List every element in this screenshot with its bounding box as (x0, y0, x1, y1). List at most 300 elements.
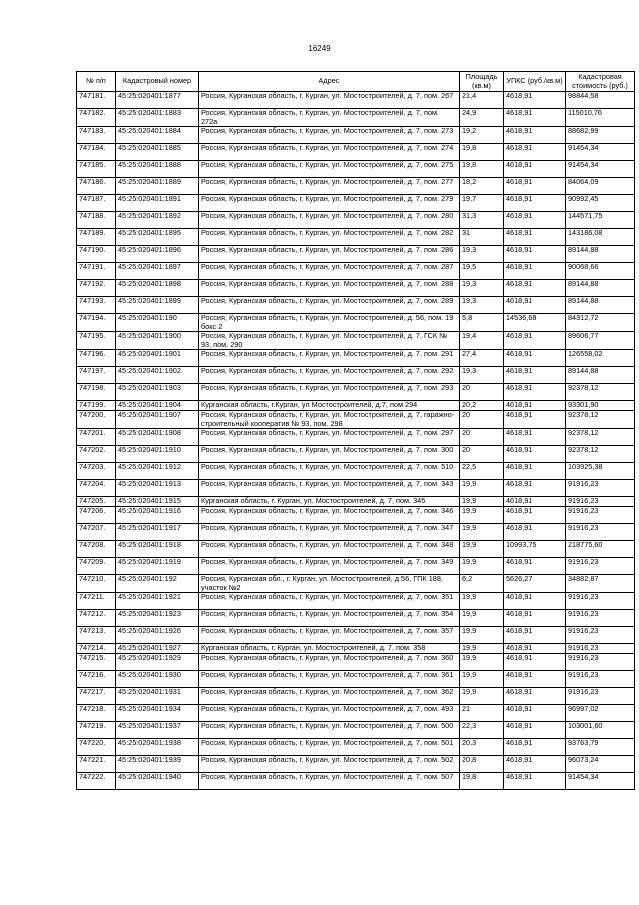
cell-area: 20 (460, 446, 504, 463)
cell-cadastral-cost: 91916,23 (566, 480, 635, 497)
table-row (77, 411, 635, 429)
cell-cadastral-number: 45:25:020401:1901 (116, 350, 199, 367)
table-row (77, 350, 635, 367)
cell-cadastral-cost: 92378,12 (566, 446, 635, 463)
cell-address: Россия, Курганская область, г. Курган, ул. Мостостроителей, д. 7, пом. 500 (199, 722, 460, 739)
cell-area: 19,9 (460, 644, 504, 654)
cell-area: 19,4 (460, 332, 504, 350)
cell-cadastral-cost: 89606,77 (566, 332, 635, 350)
table-row (77, 722, 635, 739)
cell-number: 747182. (77, 109, 116, 127)
cell-number: 747185. (77, 161, 116, 178)
cell-number: 747206. (77, 507, 116, 524)
cell-cadastral-number: 45:25:020401:1934 (116, 705, 199, 722)
cell-area: 19,3 (460, 297, 504, 314)
cell-upks: 4618,91 (504, 401, 566, 411)
table-row (77, 195, 635, 212)
cell-area: 21 (460, 705, 504, 722)
cell-number: 747191. (77, 263, 116, 280)
cell-area: 19,9 (460, 558, 504, 575)
cell-cadastral-cost: 91916,23 (566, 627, 635, 644)
cell-cadastral-number: 45:25:020401:1897 (116, 263, 199, 280)
cell-area: 19,3 (460, 367, 504, 384)
cell-area: 19,9 (460, 497, 504, 507)
cell-address: Россия, Курганская область, г. Курган, ул. Мостостроителей, д. 7, пом. 343 (199, 480, 460, 497)
cell-cadastral-cost: 91454,34 (566, 161, 635, 178)
cell-cadastral-cost: 143186,08 (566, 229, 635, 246)
cell-number: 747186. (77, 178, 116, 195)
header-cadastral-cost: Кадастровая стоимость (руб.) (566, 72, 635, 92)
cell-cadastral-cost: 91916,23 (566, 507, 635, 524)
cell-area: 31,3 (460, 212, 504, 229)
cell-cadastral-number: 45:25:020401:1904 (116, 401, 199, 411)
cell-address: Россия, Курганская область, г. Курган, ул. Мостостроителей, д. 7, пом. 360 (199, 654, 460, 671)
cell-upks: 4618,91 (504, 507, 566, 524)
cell-address: Россия, Курганская область, г. Курган, ул. Мостостроителей, д. 7, пом. 289 (199, 297, 460, 314)
cell-cadastral-number: 45:25:020401:1891 (116, 195, 199, 212)
header-address: Адрес (199, 72, 460, 92)
table-row (77, 644, 635, 654)
header-row (77, 72, 635, 92)
cell-cadastral-cost: 91916,23 (566, 654, 635, 671)
cell-address: Россия, Курганская область, г. Курган, ул. Мостостроителей, д. 7, пом. 493 (199, 705, 460, 722)
cell-address: Россия, Курганская область, г. Курган, ул. Мостостроителей, д. 7, пом. 279 (199, 195, 460, 212)
cell-cadastral-cost: 96997,02 (566, 705, 635, 722)
cell-area: 22,3 (460, 722, 504, 739)
cell-address: Россия, Курганская обл., г. Курган, ул. Мостостроителей, д.56, ГПК 188, участок №2 (199, 575, 460, 593)
cell-upks: 4618,91 (504, 429, 566, 446)
cell-number: 747197. (77, 367, 116, 384)
cell-area: 5,8 (460, 314, 504, 332)
cell-cadastral-number: 45:25:020401:1921 (116, 593, 199, 610)
cell-number: 747188. (77, 212, 116, 229)
cell-area: 20,8 (460, 756, 504, 773)
cell-number: 747216. (77, 671, 116, 688)
cell-number: 747205. (77, 497, 116, 507)
cell-cadastral-cost: 90068,66 (566, 263, 635, 280)
cell-area: 19,9 (460, 671, 504, 688)
cell-number: 747215. (77, 654, 116, 671)
cell-address: Россия, Курганская область, г. Курган, ул. Мостостроителей, д. 7, пом. 347 (199, 524, 460, 541)
cell-number: 747195. (77, 332, 116, 350)
cell-area: 19,3 (460, 246, 504, 263)
cell-address: Россия, Курганская область, г. Курган, ул. Мостостроителей, д. 7, пом. 291 (199, 350, 460, 367)
cell-cadastral-number: 45:25:020401:1888 (116, 161, 199, 178)
cell-cadastral-number: 45:25:020401:1927 (116, 644, 199, 654)
cell-cadastral-number: 45:25:020401:1917 (116, 524, 199, 541)
cell-cadastral-number: 45:25:020401:1908 (116, 429, 199, 446)
cell-upks: 4618,91 (504, 610, 566, 627)
cell-number: 747218. (77, 705, 116, 722)
cell-address: Россия, Курганская область, г. Курган, ул. Мостостроителей, д. 7, пом. 293 (199, 384, 460, 401)
cell-area: 20 (460, 384, 504, 401)
table-row (77, 263, 635, 280)
cell-upks: 4618,91 (504, 671, 566, 688)
cell-upks: 4618,91 (504, 739, 566, 756)
cell-area: 19,8 (460, 161, 504, 178)
cell-area: 18,2 (460, 178, 504, 195)
cell-area: 27,4 (460, 350, 504, 367)
cell-number: 747208. (77, 541, 116, 558)
cell-address: Россия, Курганская область, г. Курган, ул. Мостостроителей, д. 7, пом. 280 (199, 212, 460, 229)
header-cadastral-number: Кадастровый номер (116, 72, 199, 92)
cell-upks: 4618,91 (504, 384, 566, 401)
cell-upks: 4618,91 (504, 773, 566, 790)
cell-upks: 4618,91 (504, 178, 566, 195)
cell-number: 747193. (77, 297, 116, 314)
cell-area: 19,7 (460, 195, 504, 212)
cell-upks: 4618,91 (504, 109, 566, 127)
cell-upks: 4618,91 (504, 195, 566, 212)
cell-cadastral-cost: 218775,60 (566, 541, 635, 558)
cell-number: 747210. (77, 575, 116, 593)
table-row (77, 480, 635, 497)
cell-address: Россия, Курганская область, г. Курган, ул. Мостостроителей, д. 7, пом. 357 (199, 627, 460, 644)
cell-cadastral-number: 45:25:020401:192 (116, 575, 199, 593)
cell-cadastral-number: 45:25:020401:1919 (116, 558, 199, 575)
table-row (77, 246, 635, 263)
cell-cadastral-cost: 93763,79 (566, 739, 635, 756)
cell-cadastral-cost: 103001,60 (566, 722, 635, 739)
cell-address: Россия, Курганская область, г. Курган, ул. Мостостроителей, д. 7, пом. 354 (199, 610, 460, 627)
table-row (77, 773, 635, 790)
cell-upks: 4618,91 (504, 229, 566, 246)
table-row (77, 144, 635, 161)
cell-number: 747194. (77, 314, 116, 332)
cell-number: 747200. (77, 411, 116, 429)
table-row (77, 297, 635, 314)
cell-cadastral-number: 45:25:020401:1883 (116, 109, 199, 127)
cell-area: 19,9 (460, 610, 504, 627)
cell-area: 20,3 (460, 739, 504, 756)
cell-cadastral-cost: 91916,23 (566, 558, 635, 575)
cell-upks: 4618,91 (504, 446, 566, 463)
cell-cadastral-number: 45:25:020401:1915 (116, 497, 199, 507)
cell-upks: 4618,91 (504, 332, 566, 350)
cell-cadastral-cost: 91916,23 (566, 593, 635, 610)
cell-number: 747211. (77, 593, 116, 610)
cell-area: 31 (460, 229, 504, 246)
table-row (77, 332, 635, 350)
cell-upks: 4618,91 (504, 297, 566, 314)
cell-address: Россия, Курганская область, г. Курган, ул. Мостостроителей, д. 7, пом. 361 (199, 671, 460, 688)
cell-address: Россия, Курганская область, г. Курган, ул. Мостостроителей, д. 7, пом. 346 (199, 507, 460, 524)
cell-cadastral-number: 45:25:020401:1884 (116, 127, 199, 144)
table-row (77, 229, 635, 246)
cell-upks: 4618,91 (504, 411, 566, 429)
cell-cadastral-cost: 91454,34 (566, 773, 635, 790)
cell-upks: 4618,91 (504, 463, 566, 480)
table-row (77, 524, 635, 541)
cell-cadastral-cost: 89144,88 (566, 246, 635, 263)
cell-area: 19,9 (460, 593, 504, 610)
cell-cadastral-cost: 98844,58 (566, 92, 635, 109)
cell-number: 747222. (77, 773, 116, 790)
cell-number: 747203. (77, 463, 116, 480)
cell-cadastral-cost: 91916,23 (566, 524, 635, 541)
cell-cadastral-number: 45:25:020401:1912 (116, 463, 199, 480)
cell-address: Россия, Курганская область, г. Курган, ул. Мостостроителей, д. 7, пом. 297 (199, 429, 460, 446)
cell-cadastral-number: 45:25:020401:1938 (116, 739, 199, 756)
table-row (77, 593, 635, 610)
table-body (77, 92, 635, 790)
cell-cadastral-number: 45:25:020401:1898 (116, 280, 199, 297)
cell-cadastral-number: 45:25:020401:190 (116, 314, 199, 332)
cadastral-table (76, 71, 635, 790)
cell-cadastral-cost: 91916,23 (566, 610, 635, 627)
cell-cadastral-number: 45:25:020401:1885 (116, 144, 199, 161)
table-row (77, 212, 635, 229)
cell-number: 747209. (77, 558, 116, 575)
cell-cadastral-cost: 91916,23 (566, 688, 635, 705)
cell-upks: 4618,91 (504, 92, 566, 109)
table-row (77, 463, 635, 480)
table-row (77, 654, 635, 671)
table-row (77, 705, 635, 722)
cell-upks: 4618,91 (504, 127, 566, 144)
cell-area: 19,2 (460, 127, 504, 144)
cell-number: 747198. (77, 384, 116, 401)
cell-cadastral-number: 45:25:020401:1899 (116, 297, 199, 314)
cell-address: Россия, Курганская область, г. Курган, ул. Мостостроителей, д. 7, пом. 282 (199, 229, 460, 246)
cell-address: Курганская область, г.Курган, ул Мостостроителей, д.7, пом 294 (199, 401, 460, 411)
cell-upks: 4618,91 (504, 350, 566, 367)
cell-number: 747183. (77, 127, 116, 144)
cell-area: 22,5 (460, 463, 504, 480)
cell-cadastral-number: 45:25:020401:1937 (116, 722, 199, 739)
cell-cadastral-number: 45:25:020401:1939 (116, 756, 199, 773)
page-number: 16249 (308, 44, 331, 53)
cell-upks: 4618,91 (504, 593, 566, 610)
cell-upks: 4618,91 (504, 688, 566, 705)
cell-cadastral-cost: 84064,09 (566, 178, 635, 195)
cell-upks: 10993,75 (504, 541, 566, 558)
cell-cadastral-cost: 93301,90 (566, 401, 635, 411)
cell-upks: 4618,91 (504, 212, 566, 229)
cell-cadastral-cost: 91916,23 (566, 497, 635, 507)
cell-area: 19,3 (460, 280, 504, 297)
cell-upks: 4618,91 (504, 722, 566, 739)
cell-area: 19,9 (460, 688, 504, 705)
cell-upks: 4618,91 (504, 705, 566, 722)
cell-cadastral-number: 45:25:020401:1931 (116, 688, 199, 705)
cell-address: Россия, Курганская область, г. Курган, ул. Мостостроителей, д. 7, пом. 292 (199, 367, 460, 384)
cell-number: 747219. (77, 722, 116, 739)
cell-area: 19,9 (460, 654, 504, 671)
cell-address: Курганская область, г. Курган, ул. Мостостроителей, д. 7, пом. 358 (199, 644, 460, 654)
cell-cadastral-cost: 34882,87 (566, 575, 635, 593)
cell-number: 747196. (77, 350, 116, 367)
table-row (77, 92, 635, 109)
cell-upks: 4618,91 (504, 263, 566, 280)
cell-area: 24,9 (460, 109, 504, 127)
cell-upks: 4618,91 (504, 480, 566, 497)
cell-number: 747220. (77, 739, 116, 756)
cell-number: 747202. (77, 446, 116, 463)
cell-cadastral-number: 45:25:020401:1877 (116, 92, 199, 109)
cell-number: 747181. (77, 92, 116, 109)
table-row (77, 627, 635, 644)
cell-address: Россия, Курганская область, г. Курган, ул. Мостостроителей, д. 7, пом. 349 (199, 558, 460, 575)
cell-upks: 4618,91 (504, 497, 566, 507)
table-row (77, 367, 635, 384)
header-area: Площадь (кв.м) (460, 72, 504, 92)
cell-cadastral-number: 45:25:020401:1896 (116, 246, 199, 263)
table-row (77, 446, 635, 463)
header-number: № п/п (77, 72, 116, 92)
cell-cadastral-number: 45:25:020401:1923 (116, 610, 199, 627)
cell-cadastral-cost: 91916,23 (566, 671, 635, 688)
cell-cadastral-cost: 126558,02 (566, 350, 635, 367)
cell-number: 747190. (77, 246, 116, 263)
table-row (77, 575, 635, 593)
cell-upks: 4618,91 (504, 756, 566, 773)
cell-area: 19,9 (460, 507, 504, 524)
cell-area: 19,5 (460, 263, 504, 280)
cell-cadastral-number: 45:25:020401:1892 (116, 212, 199, 229)
cell-number: 747217. (77, 688, 116, 705)
cell-upks: 4618,91 (504, 654, 566, 671)
cell-cadastral-number: 45:25:020401:1940 (116, 773, 199, 790)
table-row (77, 429, 635, 446)
cell-address: Россия, Курганская область, г. Курган, ул. Мостостроителей, д. 7, пом. 502 (199, 756, 460, 773)
cell-address: Россия, Курганская область, г. Курган, ул. Мостостроителей, д. 7, пом. 501 (199, 739, 460, 756)
cell-cadastral-cost: 89144,88 (566, 280, 635, 297)
cell-area: 20 (460, 411, 504, 429)
cell-cadastral-number: 45:25:020401:1913 (116, 480, 199, 497)
table-row (77, 280, 635, 297)
table-row (77, 384, 635, 401)
cell-area: 20,2 (460, 401, 504, 411)
cell-area: 21,4 (460, 92, 504, 109)
cell-number: 747204. (77, 480, 116, 497)
header-upks: УПКС (руб./кв.м) (504, 72, 566, 92)
cell-area: 19,9 (460, 524, 504, 541)
cell-address: Россия, Курганская область, г. Курган, ул. Мостостроителей, д. 7, пом. 275 (199, 161, 460, 178)
cell-cadastral-number: 45:25:020401:1916 (116, 507, 199, 524)
table-row (77, 314, 635, 332)
cell-upks: 4618,91 (504, 558, 566, 575)
cell-address: Россия, Курганская область, г. Курган, ул. Мостостроителей, д. 7, пом. 288 (199, 280, 460, 297)
cell-address: Россия, Курганская область, г. Курган, ул. Мостостроителей, д. 7, гаражно-строительный кооператив № 93, пом. 298 (199, 411, 460, 429)
cell-cadastral-number: 45:25:020401:1918 (116, 541, 199, 558)
cell-number: 747213. (77, 627, 116, 644)
cell-number: 747201. (77, 429, 116, 446)
cell-cadastral-number: 45:25:020401:1903 (116, 384, 199, 401)
cell-address: Россия, Курганская область, г. Курган, ул. Мостостроителей, д. 7, пом. 287 (199, 263, 460, 280)
cell-cadastral-cost: 144571,75 (566, 212, 635, 229)
cell-cadastral-number: 45:25:020401:1907 (116, 411, 199, 429)
cell-number: 747207. (77, 524, 116, 541)
table-row (77, 109, 635, 127)
cell-upks: 4618,91 (504, 524, 566, 541)
cell-address: Россия, Курганская область, г. Курган, ул. Мостостроителей, д. 7, пом. 274 (199, 144, 460, 161)
cell-address: Россия, Курганская область, г. Курган, ул. Мостостроителей, д. 7, пом. 286 (199, 246, 460, 263)
table-row (77, 178, 635, 195)
cell-number: 747192. (77, 280, 116, 297)
table-row (77, 671, 635, 688)
table-row (77, 401, 635, 411)
cell-cadastral-number: 45:25:020401:1929 (116, 654, 199, 671)
cell-area: 19,9 (460, 480, 504, 497)
cell-upks: 5626,27 (504, 575, 566, 593)
cell-upks: 4618,91 (504, 161, 566, 178)
cell-cadastral-cost: 89144,88 (566, 297, 635, 314)
cell-cadastral-cost: 103925,38 (566, 463, 635, 480)
cell-address: Россия, Курганская область, г. Курган, ул. Мостостроителей, д. 7, пом. 300 (199, 446, 460, 463)
cell-address: Россия, Курганская область, г. Курган, ул. Мостостроителей, д. 7, пом. 273 (199, 127, 460, 144)
cell-cadastral-cost: 88682,99 (566, 127, 635, 144)
cell-upks: 4618,91 (504, 144, 566, 161)
cell-upks: 4618,91 (504, 644, 566, 654)
cell-cadastral-cost: 92378,12 (566, 411, 635, 429)
cell-cadastral-number: 45:25:020401:1910 (116, 446, 199, 463)
cell-upks: 4618,91 (504, 246, 566, 263)
cell-cadastral-number: 45:25:020401:1926 (116, 627, 199, 644)
table-row (77, 507, 635, 524)
cell-number: 747187. (77, 195, 116, 212)
cell-address: Россия, Курганская область, г. Курган, ул. Мостостроителей, д. 7, пом. 277 (199, 178, 460, 195)
table-row (77, 688, 635, 705)
cell-address: Россия, Курганская область, г. Курган, ул. Мостостроителей, д. 7, ГСК № 93, пом. 290 (199, 332, 460, 350)
cell-area: 19,9 (460, 627, 504, 644)
cell-number: 747189. (77, 229, 116, 246)
table-row (77, 558, 635, 575)
cell-address: Россия, Курганская область, г. Курган, ул. Мостостроителей, д. 7, пом. 348 (199, 541, 460, 558)
cell-cadastral-cost: 84312,72 (566, 314, 635, 332)
cell-area: 19,8 (460, 773, 504, 790)
table-row (77, 756, 635, 773)
table-row (77, 739, 635, 756)
cell-cadastral-number: 45:25:020401:1895 (116, 229, 199, 246)
cell-cadastral-number: 45:25:020401:1889 (116, 178, 199, 195)
table-row (77, 127, 635, 144)
cell-address: Россия, Курганская область, г. Курган, ул. Мостостроителей, д. 7, пом. 510 (199, 463, 460, 480)
cell-area: 6,2 (460, 575, 504, 593)
table-row (77, 161, 635, 178)
cell-cadastral-number: 45:25:020401:1930 (116, 671, 199, 688)
cell-area: 19,8 (460, 144, 504, 161)
cell-number: 747212. (77, 610, 116, 627)
cell-cadastral-cost: 92378,12 (566, 429, 635, 446)
cell-cadastral-cost: 90992,45 (566, 195, 635, 212)
cell-number: 747221. (77, 756, 116, 773)
cell-number: 747184. (77, 144, 116, 161)
cell-cadastral-cost: 89144,88 (566, 367, 635, 384)
cell-upks: 14536,68 (504, 314, 566, 332)
cell-address: Россия, Курганская область, г. Курган, ул. Мостостроителей, д. 56, пом. 19 бокс 2 (199, 314, 460, 332)
cell-area: 19,9 (460, 541, 504, 558)
cell-cadastral-cost: 96073,24 (566, 756, 635, 773)
cell-cadastral-cost: 92378,12 (566, 384, 635, 401)
table-row (77, 497, 635, 507)
cell-address: Россия, Курганская область, г. Курган, ул. Мостостроителей, д. 7, пом. 267 (199, 92, 460, 109)
cell-cadastral-cost: 91916,23 (566, 644, 635, 654)
cell-address: Россия, Курганская область, г. Курган, ул. Мостостроителей, д. 7, пом. 351 (199, 593, 460, 610)
cell-upks: 4618,91 (504, 280, 566, 297)
table-row (77, 610, 635, 627)
cell-area: 20 (460, 429, 504, 446)
cell-address: Россия, Курганская область, г. Курган, ул. Мостостроителей, д. 7, пом. 507 (199, 773, 460, 790)
cell-cadastral-number: 45:25:020401:1900 (116, 332, 199, 350)
cell-upks: 4618,91 (504, 627, 566, 644)
cell-upks: 4618,91 (504, 367, 566, 384)
cell-cadastral-cost: 115010,76 (566, 109, 635, 127)
cell-number: 747214. (77, 644, 116, 654)
cell-cadastral-cost: 91454,34 (566, 144, 635, 161)
table-row (77, 541, 635, 558)
cell-number: 747199. (77, 401, 116, 411)
